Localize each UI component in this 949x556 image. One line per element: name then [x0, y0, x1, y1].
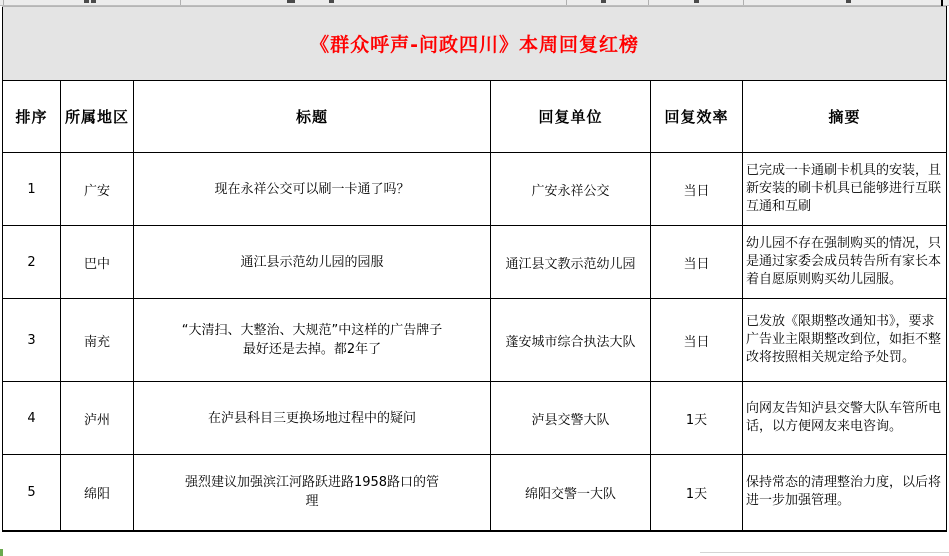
column-boundary-tick: [648, 0, 649, 5]
reply-red-list-table: [2, 6, 947, 532]
table-title-row: [3, 7, 947, 81]
cell-unit[interactable]: 通江县文教示范幼儿园: [491, 226, 651, 299]
cell-efficiency[interactable]: 1天: [651, 455, 743, 531]
column-boundary-tick: [566, 0, 567, 5]
column-header-title[interactable]: 标题: [134, 81, 491, 153]
column-boundary-tick: [743, 0, 744, 5]
column-letter-remnant: [601, 0, 606, 3]
column-header-efficiency[interactable]: 回复效率: [651, 81, 743, 153]
cell-unit[interactable]: 蓬安城市综合执法大队: [491, 299, 651, 382]
spreadsheet-area: [2, 6, 947, 532]
cell-rank[interactable]: 3: [3, 299, 61, 382]
cell-title[interactable]: 强烈建议加强滨江河路跃进路1958路口的管理: [134, 455, 491, 531]
cell-rank[interactable]: 2: [3, 226, 61, 299]
table-row: [3, 455, 947, 531]
cell-region[interactable]: 巴中: [61, 226, 134, 299]
table-row: [3, 382, 947, 455]
cell-rank[interactable]: 4: [3, 382, 61, 455]
cell-title[interactable]: 在泸县科目三更换场地过程中的疑问: [134, 382, 491, 455]
column-letter-remnant: [287, 0, 295, 3]
page-title[interactable]: 《群众呼声-问政四川》本周回复红榜: [3, 7, 947, 81]
column-boundary-tick: [180, 0, 181, 5]
cell-unit[interactable]: 泸县交警大队: [491, 382, 651, 455]
cell-region[interactable]: 泸州: [61, 382, 134, 455]
column-header-unit[interactable]: 回复单位: [491, 81, 651, 153]
column-letter-remnant: [694, 0, 699, 3]
cell-efficiency[interactable]: 1天: [651, 382, 743, 455]
column-letter-remnant: [84, 0, 89, 3]
cell-efficiency[interactable]: 当日: [651, 226, 743, 299]
cell-summary[interactable]: 向网友告知泸县交警大队车管所电话，以方便网友来电咨询。: [743, 382, 947, 455]
cell-summary[interactable]: 已完成一卡通刷卡机具的安装，且新安装的刷卡机具已能够进行互联互通和互刷: [743, 153, 947, 226]
cell-summary[interactable]: 已发放《限期整改通知书》，要求广告业主限期整改到位，如拒不整改将按照相关规定给予处罚。: [743, 299, 947, 382]
cell-title[interactable]: 通江县示范幼儿园的园服: [134, 226, 491, 299]
column-letter-remnant: [846, 0, 851, 3]
cell-selection-marker: [0, 549, 3, 556]
column-letter-remnant: [91, 0, 96, 3]
cell-region[interactable]: 广安: [61, 153, 134, 226]
cell-title[interactable]: 现在永祥公交可以刷一卡通了吗？: [134, 153, 491, 226]
cell-region[interactable]: 南充: [61, 299, 134, 382]
cell-summary[interactable]: 幼儿园不存在强制购买的情况，只是通过家委会成员转告所有家长本着自愿原则购买幼儿园服。: [743, 226, 947, 299]
table-header-row: [3, 81, 947, 153]
cell-efficiency[interactable]: 当日: [651, 153, 743, 226]
cell-rank[interactable]: 1: [3, 153, 61, 226]
cell-title[interactable]: “大清扫、大整治、大规范”中这样的广告牌子最好还是去掉。都2年了: [134, 299, 491, 382]
cell-unit[interactable]: 绵阳交警一大队: [491, 455, 651, 531]
cell-rank[interactable]: 5: [3, 455, 61, 531]
column-header-region[interactable]: 所属地区: [61, 81, 134, 153]
column-header-rank[interactable]: 排序: [3, 81, 61, 153]
cell-region[interactable]: 绵阳: [61, 455, 134, 531]
column-header-summary[interactable]: 摘要: [743, 81, 947, 153]
column-letter-remnant: [329, 0, 334, 3]
bottom-edge-line: [700, 552, 949, 553]
table-row: [3, 299, 947, 382]
cell-unit[interactable]: 广安永祥公交: [491, 153, 651, 226]
table-row: [3, 226, 947, 299]
cell-summary[interactable]: 保持常态的清理整治力度，以后将进一步加强管理。: [743, 455, 947, 531]
column-boundary-tick: [3, 0, 4, 5]
cell-efficiency[interactable]: 当日: [651, 299, 743, 382]
table-row: [3, 153, 947, 226]
